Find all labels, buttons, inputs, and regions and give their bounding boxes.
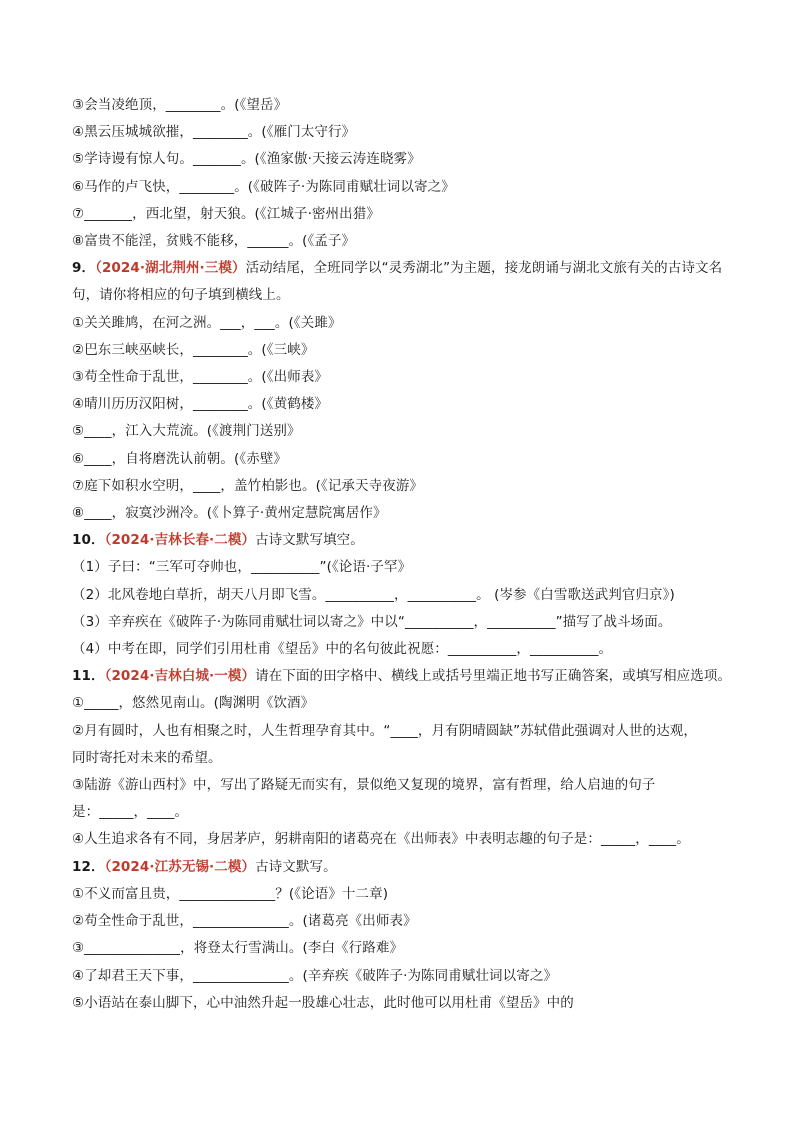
question-source: （2024·吉林长春·二模） bbox=[104, 532, 256, 549]
q12-item-3: ③______________，将登太行雪满山。(李白《行路难》 bbox=[72, 940, 404, 957]
question-number: 11． bbox=[72, 668, 105, 685]
question-number: 12． bbox=[72, 858, 105, 875]
q11-item-4: ④人生追求各有不同，身居茅庐，躬耕南阳的诸葛亮在《出师表》中表明志趣的句子是：_____，____。 bbox=[72, 831, 690, 848]
q8-item-4: ④黑云压城城欲摧，________。(《雁门太守行》 bbox=[72, 124, 356, 141]
q8-item-8: ⑧富贵不能淫，贫贱不能移，______。(《孟子》 bbox=[72, 233, 356, 250]
q11-item-3: ③陆游《游山西村》中，写出了路疑无而实有，景似绝又复现的境界，富有哲理，给人启迪的句子 bbox=[72, 777, 656, 794]
q10-item-3: （3）辛弃疾在《破阵子·为陈同甫赋壮词以寄之》中以“__________，__________”描写了战斗场面。 bbox=[72, 613, 672, 630]
question-prompt: 古诗文默写填空。 bbox=[255, 532, 364, 549]
question-prompt: 活动结尾，全班同学以“灵秀湖北”为主题，接龙朗诵与湖北文旅有关的古诗文名 bbox=[245, 260, 723, 277]
q9-item-2: ②巴东三峡巫峡长，________。(《三峡》 bbox=[72, 341, 315, 358]
question-prompt: 请在下面的田字格中、横线上或括号里端正地书写正确答案，或填写相应选项。 bbox=[255, 668, 732, 685]
q11-item-1: ①_____，悠然见南山。(陶渊明《饮酒》 bbox=[72, 695, 315, 712]
q10-item-2: （2）北风卷地白草折，胡天八月即飞雪。__________，__________。 (岑参《白雪歌送武判官归京》) bbox=[72, 586, 675, 603]
q9-item-6: ⑥____，自将磨洗认前朝。(《赤壁》 bbox=[72, 450, 288, 467]
exercise-content bbox=[72, 92, 732, 1017]
q11-item-2: ②月有圆时，人也有相聚之时，人生哲理孕育其中。“____，月有阴晴圆缺”苏轼借此强调对人世的达观， bbox=[72, 722, 697, 739]
question-prompt-continued: 句，请你将相应的句子填到横线上。 bbox=[72, 287, 290, 304]
q9-item-3: ③苟全性命于乱世，________。(《出师表》 bbox=[72, 369, 329, 386]
q11-item-2-cont: 同时寄托对未来的希望。 bbox=[72, 749, 222, 766]
q9-item-4: ④晴川历历汉阳树，________。(《黄鹤楼》 bbox=[72, 396, 329, 413]
question-number: 10． bbox=[72, 532, 105, 549]
q12-item-2: ②苟全性命于乱世，______________。(诸葛亮《出师表》 bbox=[72, 913, 417, 930]
question-number: 9． bbox=[72, 260, 96, 277]
question-10-header bbox=[72, 527, 722, 554]
question-source: （2024·江苏无锡·二模） bbox=[104, 858, 256, 875]
question-11-header bbox=[72, 663, 732, 690]
q12-item-1: ①不义而富且贵，______________？(《论语》十二章) bbox=[72, 885, 389, 902]
question-source: （2024·吉林白城·一模） bbox=[104, 668, 256, 685]
q9-item-5: ⑤____，江入大荒流。(《渡荆门送别》 bbox=[72, 423, 301, 440]
q8-item-7: ⑦_______，西北望，射天狼。(《江城子·密州出猎》 bbox=[72, 205, 380, 222]
q8-item-3: ③会当凌绝顶，________。(《望岳》 bbox=[72, 97, 288, 113]
question-prompt: 古诗文默写。 bbox=[255, 858, 337, 875]
question-source: （2024·湖北荆州·三模） bbox=[95, 260, 246, 277]
q12-item-4: ④了却君王天下事，______________。(辛弃疾《破阵子·为陈同甫赋壮词以寄之》 bbox=[72, 967, 558, 984]
q10-item-1: （1）子曰：“三军可夺帅也，__________”(《论语·子罕》 bbox=[72, 559, 412, 576]
q9-item-1: ①关关雎鸠，在河之洲。___，___。(《关雎》 bbox=[72, 314, 342, 331]
q10-item-4: （4）中考在即，同学们引用杜甫《望岳》中的名句彼此祝愿：__________，__________。 bbox=[72, 641, 613, 658]
q11-item-3-cont: 是：_____，____。 bbox=[72, 804, 189, 821]
q8-item-5: ⑤学诗谩有惊人句。_______。(《渔家傲·天接云涛连晓雾》 bbox=[72, 151, 421, 168]
q9-item-7: ⑦庭下如积水空明，____，盖竹柏影也。(《记承天寺夜游》 bbox=[72, 477, 424, 494]
question-9-header bbox=[72, 255, 722, 282]
q8-item-6: ⑥马作的卢飞快，________。(《破阵子·为陈同甫赋壮词以寄之》 bbox=[72, 178, 455, 195]
question-12-header bbox=[72, 854, 722, 881]
q9-item-8: ⑧____，寂寞沙洲冷。(《卜算子·黄州定慧院寓居作》 bbox=[72, 505, 387, 522]
q12-item-5: ⑤小语站在泰山脚下，心中油然升起一股雄心壮志，此时他可以用杜甫《望岳》中的 bbox=[72, 994, 574, 1011]
